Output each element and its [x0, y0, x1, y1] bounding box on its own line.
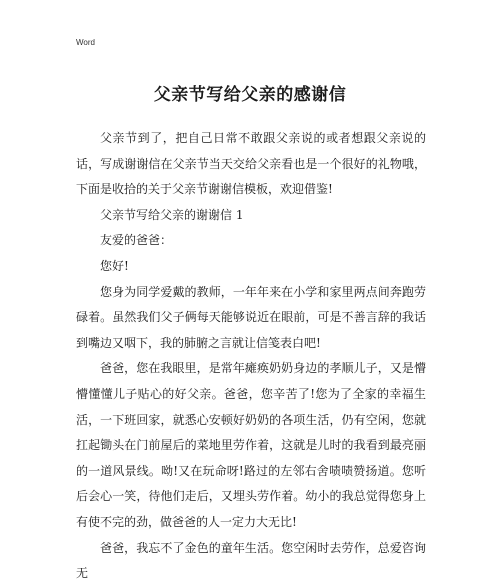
paragraph-body-3: 爸爸，我忘不了金色的童年生活。您空闲时去劳作，总爱咨询无 [76, 540, 426, 581]
header-app-name: Word [76, 38, 95, 47]
paragraph-section-heading: 父亲节写给父亲的谢谢信 1 [100, 207, 244, 222]
paragraph-body-1: 您身为同学爱戴的教师，一年年来在小学和家里两点间奔跑劳碌着。虽然我们父子俩每天能够说近在眼前，可是不善言辞的我话到嘴边又咽下，我的肺腑之言就让信笺表白吧! [76, 284, 426, 350]
paragraph-intro: 父亲节到了，把自己日常不敢跟父亲说的或者想跟父亲说的话，写成谢谢信在父亲节当天交给父亲看也是一个很好的礼物哦，下面是收拾的关于父亲节谢谢信模板，欢迎借鉴! [76, 131, 426, 197]
document-body [76, 126, 426, 587]
paragraph-greeting: 您好! [100, 258, 129, 273]
paragraph-salutation: 友爱的爸爸： [100, 233, 173, 248]
paragraph-body-2: 爸爸，您在我眼里，是常年瘫痪奶奶身边的孝顺儿子，又是懵懵懂懂儿子贴心的好父亲。爸爸，您辛苦了!您为了全家的幸福生活，一下班回家，就悉心安顿好奶奶的各项生活，仍有空闲，您就扛起锄头在门前屋后的菜地里劳作着，这就是儿时的我看到最亮丽的一道风景线。呦!又在玩命呀!路过的左邻右舍啧啧赞扬道。您听后会心一笑，待他们走后，又埋头劳作着。幼小的我总觉得您身上有使不完的劲，做爸爸的人一定力大无比! [76, 361, 426, 529]
document-title: 父亲节写给父亲的感谢信 [153, 85, 347, 105]
